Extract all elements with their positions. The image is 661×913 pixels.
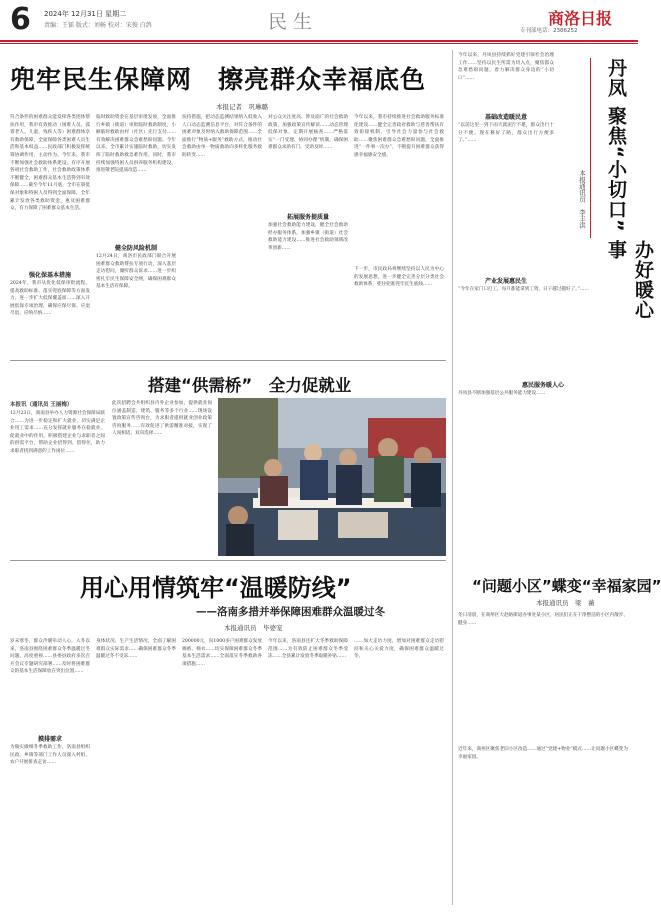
article3-col2: 身体状况、生产生活情况，全面了解困难群众实际需求……确保困难群众冬季温暖过冬不受冻…… bbox=[96, 639, 176, 660]
editors-line: 责编：王镭 版式：刘畅 校对：宋俊 白鸽 bbox=[44, 22, 152, 29]
sidebar-col1: “以前这里一到下雨天就泥泞不堪，群众出行十分不便。现在修好了路，群众出行方便多了。”…… bbox=[458, 123, 554, 144]
article-divider-2 bbox=[10, 560, 446, 561]
sidebar-headline-2: “问题小区”蝶变“幸福家园” bbox=[472, 577, 661, 595]
masthead-rule-thin bbox=[0, 43, 638, 44]
sidebar-title-rule bbox=[590, 58, 591, 238]
article2-headline: 搭建“供需桥” 全力促就业 bbox=[148, 376, 352, 395]
sidebar-col4: 冬日清晨，在商州区大赵峪街道办事处某小区，居民们正在干净整洁的小区内散步、健身…… bbox=[458, 613, 628, 626]
sidebar-divider bbox=[452, 50, 453, 905]
article3-col1b: 为做实做细冬季救助工作，洛南县组织民政、乡镇等部门工作人员深入村组、农户开展排查走访…… bbox=[10, 745, 90, 766]
page-number: 6 bbox=[10, 2, 31, 37]
article1-subhead-2: 健全防风险机制 bbox=[114, 245, 157, 252]
newspaper-brand: 商洛日报 bbox=[548, 9, 613, 28]
section-title: 民生 bbox=[268, 11, 319, 33]
article1-col3: 扶持措施，把动态监测结果纳入低收入人口动态监测信息平台，对符合条件的困难对象及时纳入救助保障范围……全面推行“物质+服务”救助方式，推动社会救助由单一物质救助向多样化服务救助转变…… bbox=[182, 115, 262, 158]
article1-col4: 对公众关注度高、涉及面广的社会救助政策，加强政策宣传解读……动态管理低保对象，定期开展核查……严格落实“一门受理、协同办理”机制，确保困难群众求助有门、受助及时…… bbox=[268, 115, 348, 151]
news-photo bbox=[218, 398, 446, 556]
sidebar-col3: 丹凤县不断加强基层公共服务能力建设…… bbox=[458, 391, 546, 396]
job-fair-photo bbox=[218, 398, 446, 556]
article1-col4b: 加强社会救助能力建设，健全社会救助经办服务体系，加强乡镇（街道）社会救助能力建设……推进社会救助领域改革创新…… bbox=[268, 223, 348, 251]
sidebar-col5: 近年来，商州区聚焦老旧小区改造……通过“党建+物业”模式……让问题小区蝶变为幸福家园。 bbox=[458, 747, 628, 760]
article1-col2: 临时救助资金在基层审批发放，全面推行乡镇（街道）审批临时救助制度，小额临时救助由村（社区）先行支付……有效解决困难群众急难愁盼问题。今年以来，全市累计实施临时救助，切实发挥了临时救助救急难作用。同时，我市持续加强特困人员供养服务机构建设，推进敬老院提质改造…… bbox=[96, 115, 176, 174]
article1-col2b: 12月24日，商洛市民政部门联合开展困难群众救助帮扶专项行动，深入基层走访慰问，倾听群众诉求……进一步织密扎牢民生保障安全网，确保困难群众基本生活有保障。 bbox=[96, 254, 176, 290]
sidebar-subhead-2: 产业发展惠民生 bbox=[484, 278, 527, 285]
article2-col1: 12月23日，商南县举办人力资源社会保障局联合……为进一步稳定和扩大就业，切实满足企业用工需求……充分发挥就业服务在稳就业、促就业中的作用，积极搭建企业与求职者之间的供需平台，帮助企业招得到、留得住，助力求职者找到满意的工作岗位…… bbox=[10, 411, 105, 454]
contact-line: 专刊部电话：2386252 bbox=[520, 28, 578, 34]
article1-subhead-1: 强化保基本措施 bbox=[28, 272, 71, 279]
article1-col1: 符合条件的困难群众能发挥各类团体帮扶作用，我市有效推动（困难人员、孤寡老人、儿童、残疾人等）困难群体享有救助保障，全面保障各类困难人员生活和基本权益……民政部门积极发挥统筹协调作用，主动作为。今年来，我市不断加强社会救助体系建设，有序开展各项社会救助工作，社会救助政策体系不断健全，困难群众基本生活得到有效保障……截至今年11月底，全市在册低保对象和特困人员得到全面保障，全年累计发放各类救助资金，惠及困难群众，有力保障了困难群众基本生活。 bbox=[10, 115, 90, 212]
sidebar-byline: 本报通讯员 李丰洪 bbox=[578, 170, 586, 229]
article1-byline: 本报记者 巩琳璐 bbox=[216, 103, 268, 111]
article1-col1b: 2024年，我市从优化低保审批流程、提高救助标准、落实兜底保障等方面发力，进一步扩大低保覆盖面……深入开展低保专项治理，确保应保尽保、应退尽退、应纳尽纳…… bbox=[10, 281, 90, 317]
sidebar-title-1: 丹凤 聚焦“小切口” bbox=[605, 58, 627, 233]
article1-headline: 兜牢民生保障网 擦亮群众幸福底色 bbox=[10, 65, 427, 94]
sidebar-byline-2: 本报通讯员 梁 薇 bbox=[536, 599, 595, 607]
article-divider bbox=[10, 360, 446, 361]
sidebar-subhead-3: 惠民服务暖人心 bbox=[521, 382, 564, 389]
article1-col5b: 下一步，市民政局将继续坚持以人民为中心的发展思想，进一步健全完善分层分类社会救助体系，兜住兜准兜牢民生底线…… bbox=[354, 267, 444, 288]
sidebar-subhead-1: 基础改造暖民意 bbox=[484, 114, 527, 121]
article1-subhead-3: 拓展服务提质量 bbox=[286, 214, 329, 221]
article3-headline: 用心用情筑牢“温暖防线” bbox=[80, 574, 352, 602]
sidebar-title-2: 办好暖心事 bbox=[605, 240, 654, 320]
date-line: 2024年 12月31日 星期二 bbox=[44, 10, 127, 18]
article3-col1: 岁末寒冬，群众冷暖牵动人心。入冬以来，洛南县围绕困难群众冬季温暖过冬问题，高度重视……县委县政府多次召开会议专题研究部署……及时将困难群众的基本生活保障放在突出位置…… bbox=[10, 639, 90, 675]
sidebar-col2: “今年在家门口打工，每月都能拿到工资，日子越过越好了。”…… bbox=[458, 287, 590, 292]
article2-col2: 此次招聘会共组织县内外企业参加，提供就业岗位涵盖制造、建筑、服务等多个行业……现场设置政策宣传咨询台，为求职者提供就业创业政策咨询服务……有效促进了供需精准对接，实现了人岗相适、双向选择…… bbox=[112, 401, 212, 437]
article3-col5: ……加大走访力度，增加对困难群众走访慰问和关心关爱力度，确保困难群众温暖过冬。 bbox=[354, 639, 444, 660]
article3-subhead-1: 摸排需求 bbox=[37, 736, 62, 743]
article2-byline: 本报讯（通讯员 王丽梅） bbox=[10, 402, 73, 408]
article3-byline: 本报通讯员 毕婆宠 bbox=[224, 624, 283, 632]
article1-col5: 今年以来，我市持续推进社会救助服务标准化建设……健全完善政府救助与慈善帮扶有效衔接机制，引导社会力量参与社会救助……聚焦困难群众急难愁盼问题，全面推进“一件事一次办”，不断提升困难群众获得感幸福感安全感。 bbox=[354, 115, 444, 158]
article3-subheadline: ——洛南多措并举保障困难群众温暖过冬 bbox=[196, 606, 385, 618]
masthead-rule bbox=[0, 40, 638, 42]
sidebar-intro: 今年以来，丹凤县持续抓好党建引领社会治理工作……坚持以民生所需为切入点，聚焦群众急难愁盼问题，着力解决群众身边的“小切口”…… bbox=[458, 53, 554, 81]
article3-col3: 200000元，向1000多户困难群众发放棉被、棉衣……切实保障困难群众冬季基本生活需求……全面落实冬季救助各项措施…… bbox=[182, 639, 262, 667]
article3-col4: 今年以来，洛南县还扩大冬季救助保障范围……为有效防止困难群众冬季受冻……全县累计发放冬季取暖补贴…… bbox=[268, 639, 348, 660]
